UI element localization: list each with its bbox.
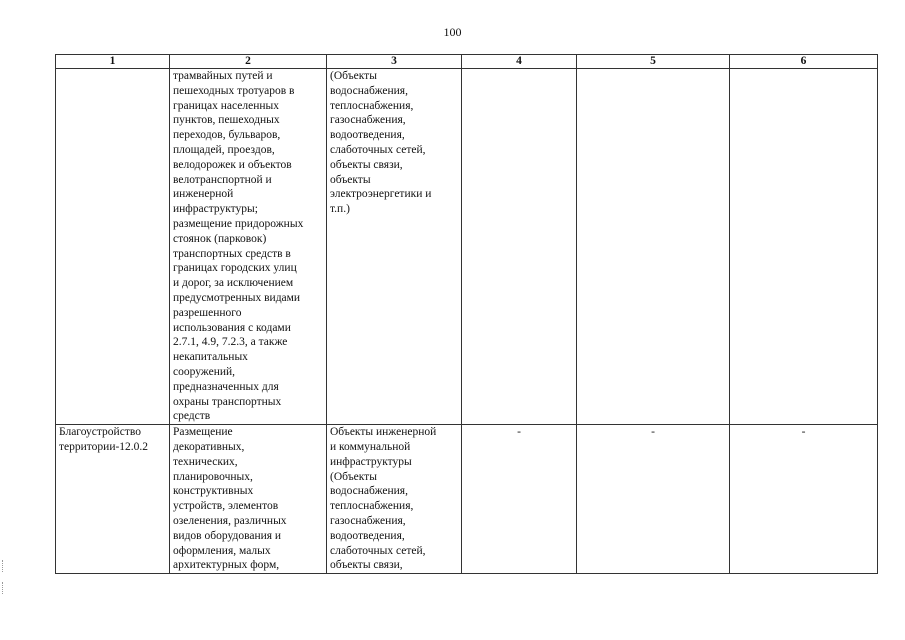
cell-text: (Объекты водоснабжения, теплоснабжения, газоснабжения, водоотведения, слаботочных сетей, объекты связи, объекты электроэнергетики и т.п.) — [330, 70, 432, 216]
scan-edge-mark — [2, 582, 6, 594]
table-row — [56, 425, 878, 574]
cell-text: - — [651, 426, 655, 439]
cell-land-use-type — [56, 69, 170, 425]
cell-description — [170, 425, 327, 574]
column-header-6: 6 — [730, 55, 878, 69]
cell-text: Объекты инженерной и коммунальной инфраструктуры (Объекты водоснабжения, теплоснабжения, газоснабжения, водоотведения, слаботочных сетей, объекты связи, — [330, 426, 437, 572]
column-header-4: 4 — [462, 55, 577, 69]
cell-text: - — [801, 426, 806, 439]
cell-col-4 — [462, 69, 577, 425]
page-number: 100 — [443, 25, 462, 39]
cell-auxiliary-use — [327, 425, 462, 574]
cell-text: Размещение декоративных, технических, планировочных, конструктивных устройств, элементов озеленения, различных видов оборудования и оформления, малых архитектурных форм, — [173, 426, 287, 572]
column-header-1: 1 — [56, 55, 170, 69]
cell-col-5 — [577, 425, 730, 574]
table-header-row — [56, 55, 878, 69]
cell-text: - — [517, 426, 521, 439]
table-row — [56, 69, 878, 425]
cell-col-6 — [730, 69, 878, 425]
cell-land-use-type — [56, 425, 170, 574]
cell-col-6 — [730, 425, 878, 574]
column-header-5: 5 — [577, 55, 730, 69]
cell-auxiliary-use — [327, 69, 462, 425]
cell-text: трамвайных путей и пешеходных тротуаров в границах населенных пунктов, пешеходных переходов, бульваров, площадей, проездов, велодорожек и объектов велотранспортной и инженерной инфраструктуры; размещение придорожных стоянок (парковок) транспортных средств в границах городских улиц и дорог, за исключением предусмотренных видами разрешенного использования с кодами 2.7.1, 4.9, 7.2.3, а также некапитальных сооружений, предназначенных для охраны транспортных средств — [173, 70, 304, 423]
cell-text: Благоустройство территории-12.0.2 — [59, 426, 149, 453]
document-table — [55, 54, 878, 574]
cell-col-4 — [462, 425, 577, 574]
scan-edge-mark — [2, 560, 6, 572]
column-header-2: 2 — [170, 55, 327, 69]
cell-col-5 — [577, 69, 730, 425]
cell-description — [170, 69, 327, 425]
column-header-3: 3 — [327, 55, 462, 69]
